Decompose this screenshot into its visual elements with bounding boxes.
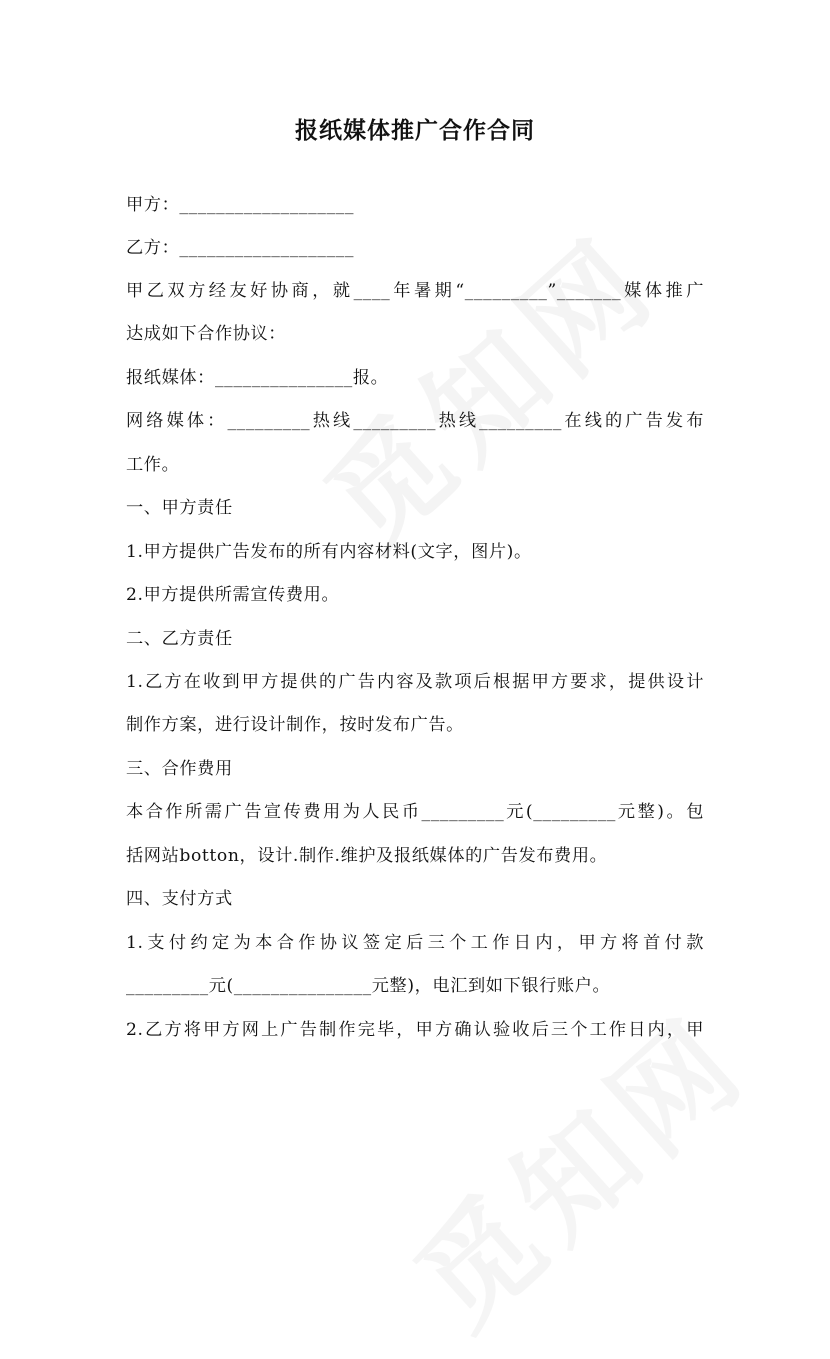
party-b-clause-1-line-2: 制作方案，进行设计制作，按时发布广告。 bbox=[126, 715, 464, 735]
party-b-clause-1-line-1: 1.乙方在收到甲方提供的广告内容及款项后根据甲方要求，提供设计 bbox=[126, 672, 704, 692]
section-heading-payment: 四、支付方式 bbox=[126, 889, 233, 909]
payment-clause-2-line-1: 2.乙方将甲方网上广告制作完毕，甲方确认验收后三个工作日内，甲 bbox=[126, 1020, 704, 1040]
fees-line-1: 本合作所需广告宣传费用为人民币_________元(_________元整)。包 bbox=[126, 802, 704, 822]
intro-line-1: 甲乙双方经友好协商，就____年暑期“_________”_______媒体推广 bbox=[126, 281, 704, 301]
intro-line-2: 达成如下合作协议： bbox=[126, 324, 287, 344]
online-media-line-1: 网络媒体：_________热线_________热线_________在线的广告发布 bbox=[126, 411, 704, 431]
payment-clause-1-line-1: 1.支付约定为本合作协议签定后三个工作日内，甲方将首付款 bbox=[126, 933, 704, 953]
newspaper-media-line: 报纸媒体：_______________报。 bbox=[126, 368, 389, 388]
party-a-line: 甲方：___________________ bbox=[126, 195, 355, 215]
online-media-line-2: 工作。 bbox=[126, 455, 180, 475]
party-a-clause-2: 2.甲方提供所需宣传费用。 bbox=[126, 585, 340, 605]
section-heading-party-b: 二、乙方责任 bbox=[126, 629, 233, 649]
section-heading-party-a: 一、甲方责任 bbox=[126, 498, 233, 518]
party-b-line: 乙方：___________________ bbox=[126, 238, 355, 258]
payment-clause-1-line-2: _________元(_______________元整)，电汇到如下银行账户。 bbox=[126, 976, 611, 996]
document-title: 报纸媒体推广合作合同 bbox=[295, 118, 535, 144]
fees-line-2: 括网站botton，设计.制作.维护及报纸媒体的广告发布费用。 bbox=[126, 846, 608, 866]
party-a-clause-1: 1.甲方提供广告发布的所有内容材料(文字，图片)。 bbox=[126, 542, 532, 562]
section-heading-fees: 三、合作费用 bbox=[126, 759, 233, 779]
